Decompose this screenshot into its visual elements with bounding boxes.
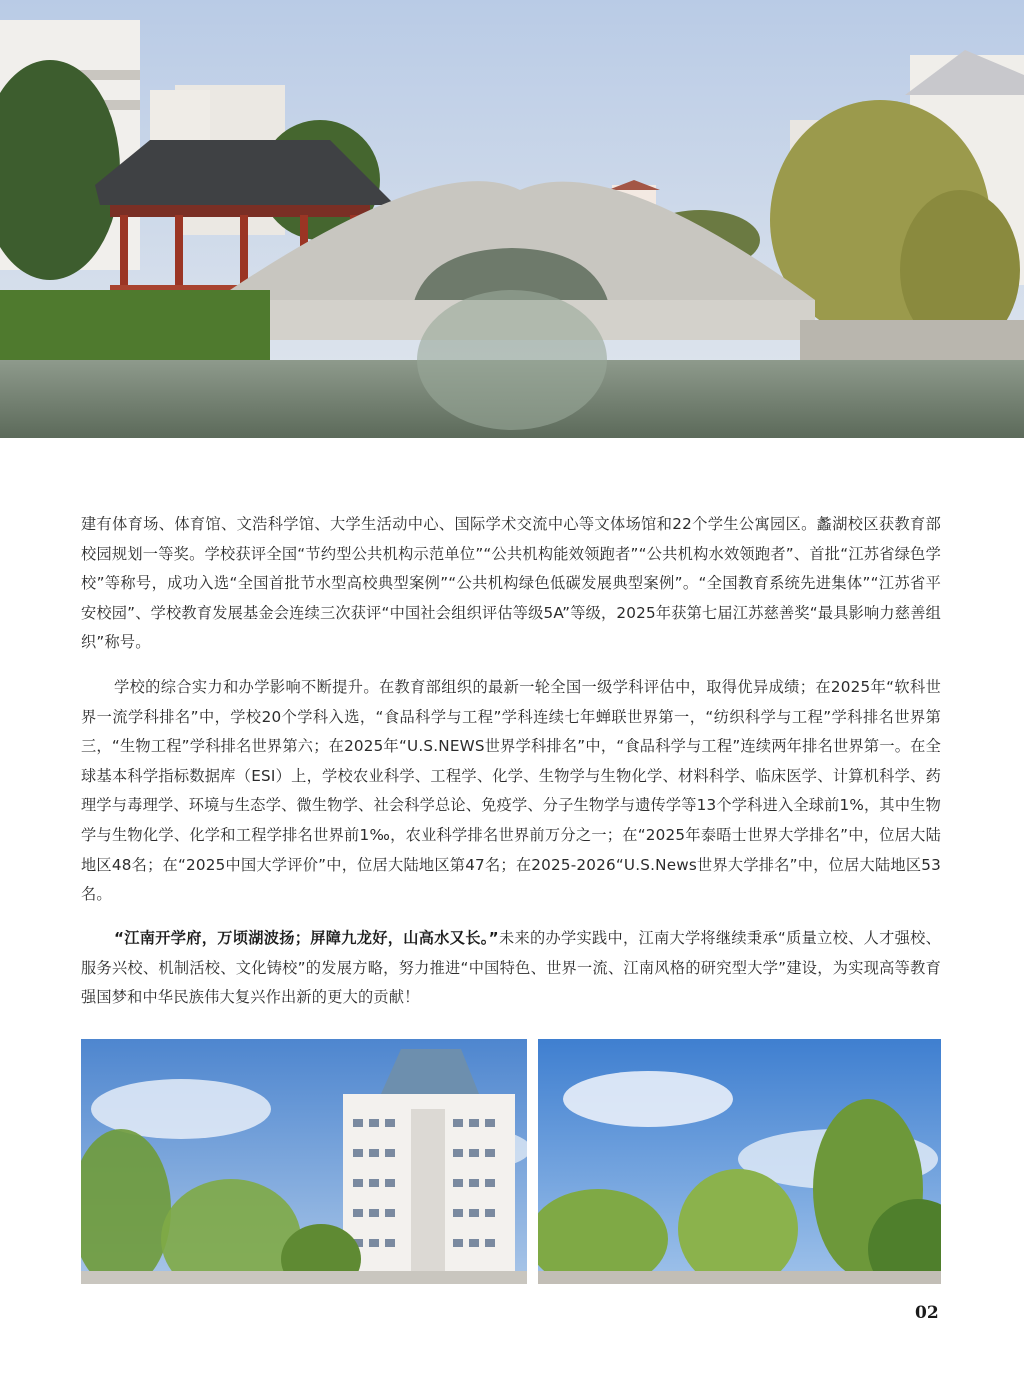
hero-campus-photo: [0, 0, 1024, 438]
school-song-quote: “江南开学府，万顷湖波扬；屏障九龙好，山高水又长。”: [114, 929, 499, 947]
paragraph-vision: [81, 924, 941, 1013]
tall-building-illustration: [81, 1039, 527, 1284]
paragraph-facilities: 建有体育场、体育馆、文浩科学馆、大学生活动中心、国际学术交流中心等文体场馆和22个学生公寓园区。蠡湖校区获教育部校园规划一等奖。学校获评全国“节约型公共机构示范单位”“公共机构能效领跑者”“公共机构水效领跑者”、首批“江苏省绿色学校”等称号，成功入选“全国首批节水型高校典型案例”“公共机构绿色低碳发展典型案例”。“全国教育系统先进集体”“江苏省平安校园”、学校教育发展基金会连续三次获评“中国社会组织评估等级5A”等级，2025年获第七届江苏慈善奖“最具影响力慈善组织”称号。: [81, 515, 941, 652]
paragraph-rankings: 学校的综合实力和办学影响不断提升。在教育部组织的最新一轮全国一级学科评估中，取得优异成绩；在2025年“软科世界一流学科排名”中，学校20个学科入选，“食品科学与工程”学科连续七年蝉联世界第一，“纺织科学与工程”学科排名世界第三，“生物工程”学科排名世界第六；在2025年“U.S.NEWS世界学科排名”中，“食品科学与工程”连续两年排名世界第一。在全球基本科学指标数据库（ESI）上，学校农业科学、工程学、化学、生物学与生物化学、材料科学、临床医学、计算机科学、药理学与毒理学、环境与生态学、微生物学、社会科学总论、免疫学、分子生物学与遗传学等13个学科进入全球前1%，其中生物学与生物化学、化学和工程学排名世界前1‰，农业科学排名世界前万分之一；在“2025年泰晤士世界大学排名”中，位居大陆地区48名；在“2025中国大学评价”中，位居大陆地区第47名；在2025-2026“U.S.News世界大学排名”中，位居大陆地区53名。: [81, 678, 941, 904]
building-photo: [81, 1039, 527, 1284]
vision-text: 未来的办学实践中，江南大学将继续秉承“质量立校、人才强校、服务兴校、机制活校、文化铸校”的发展方略，努力推进“中国特色、世界一流、江南风格的研究型大学”建设，为实现高等教育强国梦和中华民族伟大复兴作出新的更大的贡献！: [81, 929, 941, 1007]
trees-photo: [538, 1039, 941, 1284]
trees-sky-illustration: [538, 1039, 941, 1284]
campus-lake-bridge-illustration: [0, 0, 1024, 438]
page-number: 02: [915, 1303, 939, 1323]
